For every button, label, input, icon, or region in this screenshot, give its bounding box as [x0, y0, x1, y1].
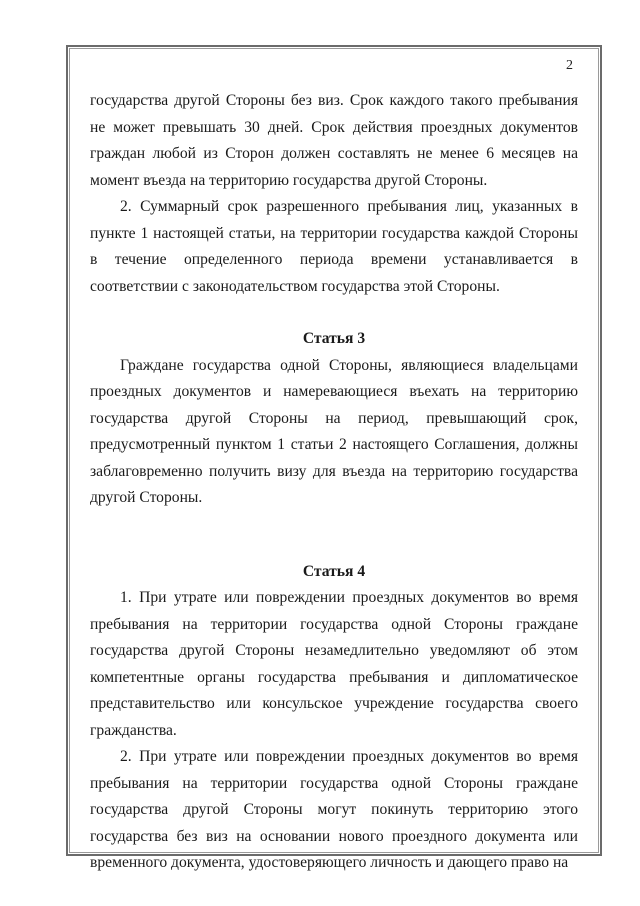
- document-body: [90, 88, 578, 877]
- paragraph-clause-2: 2. Суммарный срок разрешенного пребывания лиц, указанных в пункте 1 настоящей статьи, на территории государства каждой Стороны в течение определенного периода времени устанавливается в соответствии с законодательством государства этой Стороны.: [90, 198, 578, 295]
- paragraph-continuation: государства другой Стороны без виз. Срок каждого такого пребывания не может превышать 30 дней. Срок действия проездных документов граждан любой из Сторон должен составлять не менее 6 месяцев на момент въезда на территорию государства другой Стороны.: [90, 92, 578, 189]
- article-4-clause-1: 1. При утрате или повреждении проездных документов во время пребывания на территории государства одной Стороны граждане государства другой Стороны незамедлительно уведомляют об этом компетентные органы государства пребывания и дипломатическое представительство или консульское учреждение государства своего гражданства.: [90, 589, 578, 739]
- article-3-paragraph: Граждане государства одной Стороны, являющиеся владельцами проездных документов и намеревающиеся въехать на территорию государства другой Стороны на период, превышающий срок, предусмотренный пунктом 1 статьи 2 настоящего Соглашения, должны заблаговременно получить визу для въезда на территорию государства другой Стороны.: [90, 356, 578, 506]
- spacer: [90, 512, 578, 538]
- spacer: [90, 300, 578, 326]
- article-4-heading: Статья 4: [302, 562, 366, 580]
- spacer: [90, 538, 578, 559]
- article-4-clause-2: 2. При утрате или повреждении проездных документов во время пребывания на территории государства одной Стороны граждане государства другой Стороны могут покинуть территорию этого государства без виз на основании нового проездного документа или временного документа, удостоверяющего личность и дающего право на: [90, 748, 578, 871]
- article-3-heading: Статья 3: [302, 330, 366, 347]
- page-number: 2: [566, 58, 573, 73]
